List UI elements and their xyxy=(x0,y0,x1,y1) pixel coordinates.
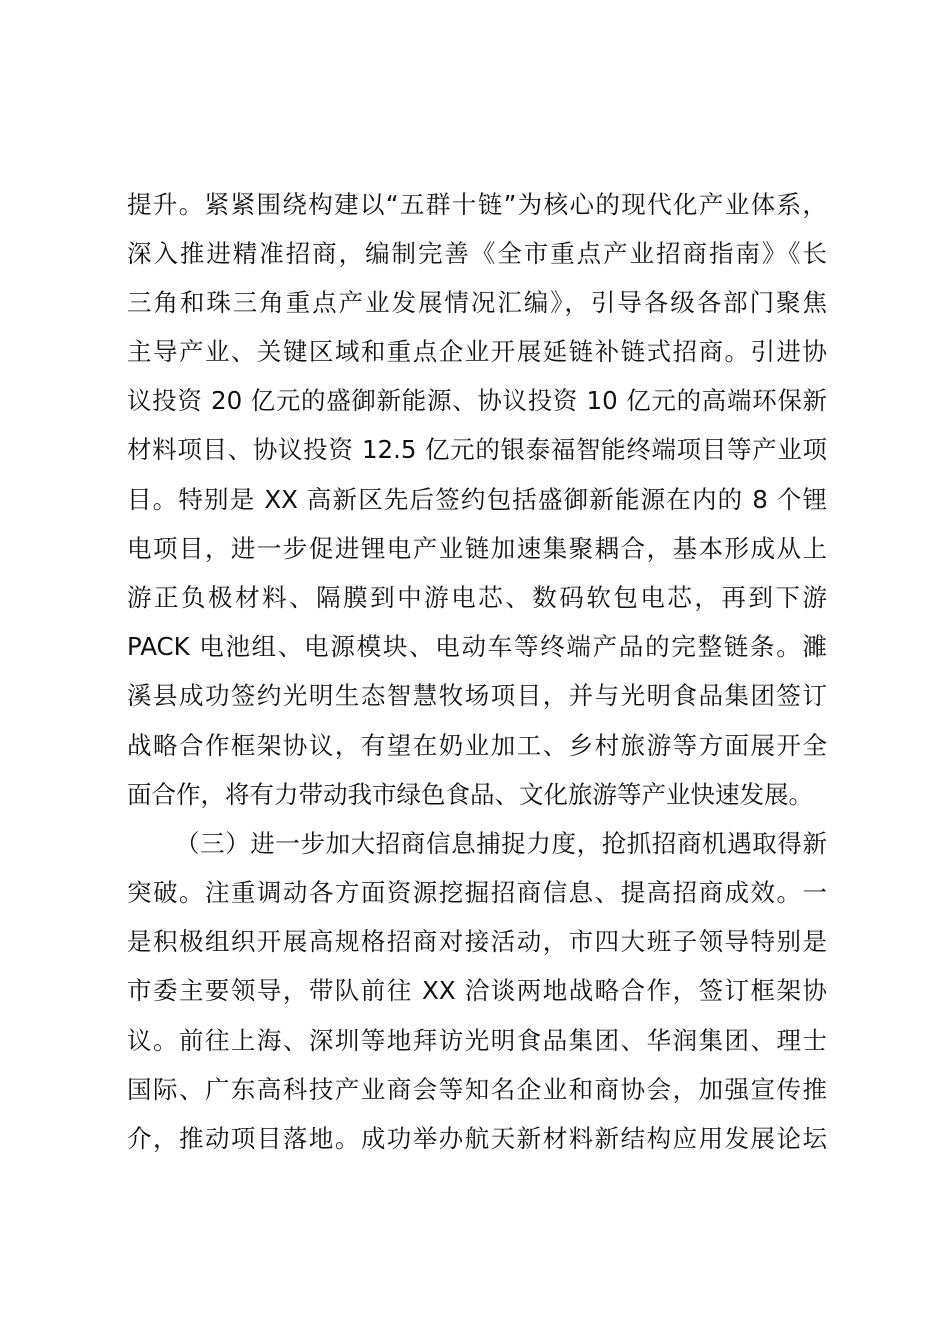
text-line: 国际、广东高科技产业商会等知名企业和商协会，加强宣传推 xyxy=(127,1075,827,1104)
text-line: 战略合作框架协议，有望在奶业加工、乡村旅游等方面展开全 xyxy=(127,731,827,760)
text-line: PACK 电池组、电源模块、电动车等终端产品的完整链条。濉 xyxy=(127,632,827,661)
text-line: 提升。紧紧围绕构建以“五群十链”为核心的现代化产业体系， xyxy=(127,190,827,219)
text-line: 主导产业、关键区域和重点企业开展延链补链式招商。引进协 xyxy=(127,337,827,366)
text-line: 电项目，进一步促进锂电产业链加速集聚耦合，基本形成从上 xyxy=(127,534,827,563)
text-line: 目。特别是 XX 高新区先后签约包括盛御新能源在内的 8 个锂 xyxy=(127,485,827,514)
text-line: 市委主要领导，带队前往 XX 洽谈两地战略合作，签订框架协 xyxy=(127,976,827,1005)
section-heading-line: （三）进一步加大招商信息捕捉力度，抢抓招商机遇取得新 xyxy=(175,829,827,858)
text-line: 材料项目、协议投资 12.5 亿元的银泰福智能终端项目等产业项 xyxy=(127,435,827,464)
text-line: 是积极组织开展高规格招商对接活动，市四大班子领导特别是 xyxy=(127,927,827,956)
text-line: 议。前往上海、深圳等地拜访光明食品集团、华润集团、理士 xyxy=(127,1026,827,1055)
text-line: 深入推进精准招商，编制完善《全市重点产业招商指南》《长 xyxy=(127,239,827,268)
text-line: 介，推动项目落地。成功举办航天新材料新结构应用发展论坛 xyxy=(127,1124,827,1153)
text-line: 突破。注重调动各方面资源挖掘招商信息、提高招商成效。一 xyxy=(127,878,827,907)
text-line: 三角和珠三角重点产业发展情况汇编》，引导各级各部门聚焦 xyxy=(127,288,827,317)
text-line: 议投资 20 亿元的盛御新能源、协议投资 10 亿元的高端环保新 xyxy=(127,386,827,415)
text-line: 游正负极材料、隔膜到中游电芯、数码软包电芯，再到下游 xyxy=(127,583,827,612)
text-line: 面合作，将有力带动我市绿色食品、文化旅游等产业快速发展。 xyxy=(127,780,813,809)
text-line: 溪县成功签约光明生态智慧牧场项目，并与光明食品集团签订 xyxy=(127,681,827,710)
